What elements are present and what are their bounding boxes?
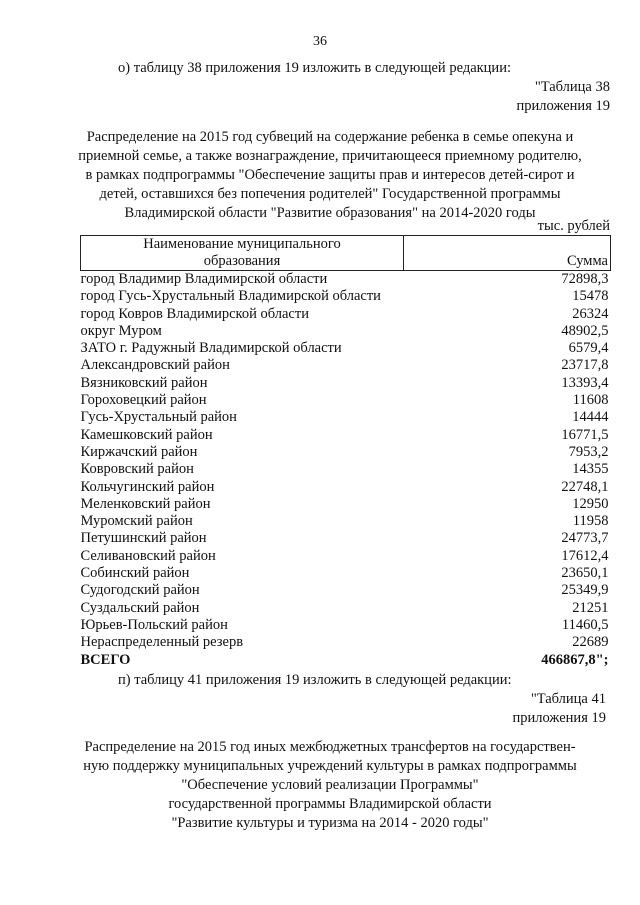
- table-row: [81, 357, 611, 374]
- header-name-line1: Наименование муниципального: [143, 236, 341, 252]
- table-row: [81, 444, 611, 461]
- row-name: ЗАТО г. Радужный Владимирской области: [80, 340, 342, 357]
- column-header-name: [81, 236, 404, 271]
- row-sum: 14444: [572, 409, 609, 426]
- title-line: Распределение на 2015 год субвеций на содержание ребенка в семье опекуна и: [86, 129, 574, 145]
- row-sum: 24773,7: [561, 530, 609, 547]
- table-row: [81, 479, 611, 496]
- table38-label: [517, 78, 610, 116]
- row-name: Суздальский район: [80, 599, 200, 616]
- row-name: Александровский район: [80, 357, 230, 374]
- row-name: город Гусь-Хрустальный Владимирской области: [80, 288, 381, 305]
- table41-label-line: "Таблица 41: [530, 691, 606, 707]
- row-sum: 11460,5: [561, 616, 609, 633]
- row-sum: 11958: [572, 513, 609, 530]
- row-name: Камешковский район: [80, 426, 213, 443]
- title-line: Распределение на 2015 год иных межбюджетных трансфертов на государствен-: [84, 739, 576, 755]
- row-sum: 11608: [572, 392, 609, 409]
- table-row: [81, 288, 611, 305]
- row-sum: 21251: [572, 599, 609, 616]
- row-sum: 12950: [572, 495, 609, 512]
- table41-label: [513, 690, 606, 728]
- title-line: приемной семье, а также вознаграждение, причитающееся приемному родителю,: [78, 148, 582, 164]
- row-name: город Владимир Владимирской области: [80, 271, 328, 287]
- title-line: "Обеспечение условий реализации Программы": [181, 777, 479, 793]
- table38-title: [70, 128, 590, 223]
- row-name: Гусь-Хрустальный район: [80, 409, 237, 426]
- row-name: Юрьев-Польский район: [80, 616, 228, 633]
- row-sum: 23650,1: [561, 565, 609, 582]
- row-sum: 23717,8: [561, 357, 609, 374]
- title-line: ную поддержку муниципальных учреждений культуры в рамках подпрограммы: [83, 758, 577, 774]
- row-sum: 48902,5: [561, 322, 609, 339]
- row-name: Ковровский район: [80, 461, 194, 478]
- total-sum: 466867,8";: [541, 651, 609, 668]
- table-row: [81, 600, 611, 617]
- title-line: государственной программы Владимирской области: [168, 796, 492, 812]
- row-name: Гороховецкий район: [80, 392, 207, 409]
- table-header-row: [81, 236, 611, 271]
- title-line: "Развитие культуры и туризма на 2014 - 2020 годы": [171, 815, 489, 831]
- title-line: в рамках подпрограммы "Обеспечение защиты прав и интересов детей-сирот и: [85, 167, 575, 183]
- table-row: [81, 340, 611, 357]
- instruction-p: п) таблицу 41 приложения 19 изложить в следующей редакции:: [118, 672, 512, 688]
- table-row: [81, 427, 611, 444]
- table38-label-line: приложения 19: [516, 98, 610, 114]
- row-name: Кольчугинский район: [80, 478, 215, 495]
- row-sum: 25349,9: [561, 582, 609, 599]
- row-sum: 13393,4: [561, 374, 609, 391]
- row-name: Собинский район: [80, 565, 190, 582]
- subvention-table: [80, 235, 611, 669]
- table41-label-line: приложения 19: [512, 710, 606, 726]
- row-sum: 72898,3: [561, 271, 609, 287]
- row-name: Киржачский район: [80, 443, 198, 460]
- units-label: тыс. рублей: [537, 218, 610, 234]
- table-row: [81, 271, 611, 289]
- row-name: Нераспределенный резерв: [80, 634, 244, 651]
- total-row: [81, 652, 611, 669]
- table-row: [81, 530, 611, 547]
- table-row: [81, 409, 611, 426]
- title-line: Владимирской области "Развитие образования" на 2014-2020 годы: [124, 205, 536, 221]
- table-row: [81, 461, 611, 478]
- row-name: Петушинский район: [80, 530, 207, 547]
- row-sum: 26324: [572, 305, 609, 322]
- row-sum: 7953,2: [568, 443, 609, 460]
- instruction-o: о) таблицу 38 приложения 19 изложить в следующей редакции:: [118, 60, 511, 76]
- header-name-line2: образования: [203, 253, 281, 269]
- row-name: Муромский район: [80, 513, 193, 530]
- table-row: [81, 634, 611, 651]
- row-sum: 15478: [572, 288, 609, 305]
- row-sum: 22689: [572, 634, 609, 651]
- table-row: [81, 496, 611, 513]
- row-name: Селивановский район: [80, 547, 216, 564]
- table-row: [81, 582, 611, 599]
- table-row: [81, 513, 611, 530]
- table-row: [81, 617, 611, 634]
- table-row: [81, 548, 611, 565]
- table-row: [81, 375, 611, 392]
- title-line: детей, оставшихся без попечения родителей" Государственной программы: [99, 186, 561, 202]
- row-sum: 22748,1: [561, 478, 609, 495]
- row-name: город Ковров Владимирской области: [80, 305, 309, 322]
- table-row: [81, 306, 611, 323]
- row-sum: 6579,4: [568, 340, 609, 357]
- row-sum: 14355: [572, 461, 609, 478]
- column-header-sum: Сумма: [404, 236, 611, 271]
- total-label: ВСЕГО: [80, 651, 131, 668]
- table-row: [81, 323, 611, 340]
- page-number: 36: [313, 34, 327, 49]
- table-row: [81, 565, 611, 582]
- table-row: [81, 392, 611, 409]
- row-sum: 16771,5: [561, 426, 609, 443]
- row-name: Судогодский район: [80, 582, 200, 599]
- row-sum: 17612,4: [561, 547, 609, 564]
- table41-title: [70, 738, 590, 833]
- row-name: Меленковский район: [80, 495, 211, 512]
- table38-label-line: "Таблица 38: [534, 79, 610, 95]
- row-name: округ Муром: [80, 322, 162, 339]
- row-name: Вязниковский район: [80, 374, 208, 391]
